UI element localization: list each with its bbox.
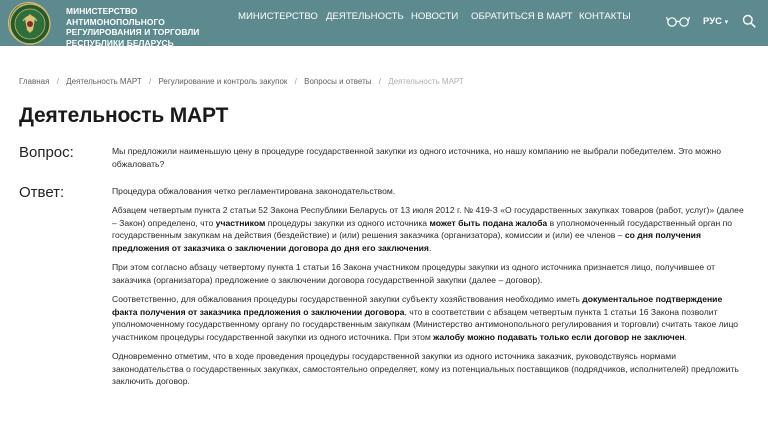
answer-paragraph-3: При этом согласно абзацу четвертому пункта 1 статьи 16 Закона участником процедуры закупки из одного источника признается лицо, получившее от заказчика (организатора) предложение о заключении договора государственной закупки (далее – договор). <box>112 262 716 285</box>
search-icon[interactable] <box>742 14 756 28</box>
nav-item-contacts[interactable]: КОНТАКТЫ <box>579 11 631 22</box>
answer-body <box>112 185 744 395</box>
nav-item-contact-mart[interactable]: ОБРАТИТЬСЯ В МАРТ <box>471 11 573 22</box>
accessibility-glasses-icon[interactable] <box>666 14 690 28</box>
nav-item-ministry[interactable]: МИНИСТЕРСТВО <box>238 11 318 22</box>
breadcrumb-separator: / <box>148 77 152 86</box>
chevron-down-icon: ▾ <box>724 19 729 26</box>
answer-paragraph-1: Процедура обжалования четко регламентирована законодательством. <box>112 186 396 196</box>
breadcrumb <box>19 77 464 86</box>
breadcrumb-separator: / <box>378 77 381 86</box>
ministry-emblem-logo[interactable] <box>8 2 50 44</box>
language-selector[interactable] <box>703 16 728 27</box>
answer-paragraph-4: Соответственно, для обжалования процедуры государственной закупки субъекту хозяйствования необходимо иметь документальное подтверждение факта получения от заказчика предложения о заключении договора, что в соответствии с абзацем четвертым пункта 1 статьи 16 Закона позволит уполномоченному государственному органу по государственным закупкам (Министерство антимонопольного регулирования и торговли) считать такое лицо участником процедуры государственной закупки из одного источника. При этом жалобу можно подавать только если договор не заключен. <box>112 294 739 342</box>
page-title: Деятельность МАРТ <box>19 104 229 127</box>
language-label: РУС <box>703 16 722 27</box>
breadcrumb-separator: / <box>56 77 59 86</box>
question-text: Мы предложили наименьшую цену в процедуре государственной закупки из одного источника, но нашу компанию не выбрали победителем. Это можно обжаловать? <box>112 146 722 169</box>
answer-paragraph-5: Одновременно отметим, что в ходе проведения процедуры государственной закупки из одного источника заказчик, руководствуясь нормами законодательства о государственных закупках, самостоятельно определяет, кому из потенциальных поставщиков (подрядчиков, исполнителей) предложить заключить договор. <box>112 351 739 387</box>
breadcrumb-separator: / <box>294 77 297 86</box>
breadcrumb-procurement[interactable]: Регулирование и контроль закупок <box>158 77 288 86</box>
nav-item-activity[interactable]: ДЕЯТЕЛЬНОСТЬ <box>326 11 404 22</box>
emblem-icon <box>9 3 51 45</box>
breadcrumb-home[interactable]: Главная <box>19 77 50 86</box>
answer-paragraph-2: Абзацем четвертым пункта 2 статьи 52 Закона Республики Беларусь от 13 июля 2012 г. № 419-З «О государственных закупках товаров (работ, услуг)» (далее – Закон) определено, что участником процедуры закупки из одного источника может быть подана жалоба в уполномоченный государственный орган по государственным закупкам на действия (бездействие) и (или) решения заказчика (организатора), комиссии и (или) ее членов – со дня получения предложения от заказчика о заключении договора до дня его заключения. <box>112 205 744 254</box>
site-header <box>0 0 768 46</box>
answer-label: Ответ: <box>19 184 65 201</box>
breadcrumb-qa[interactable]: Вопросы и ответы <box>304 77 372 86</box>
breadcrumb-current: Деятельность МАРТ <box>388 77 464 86</box>
breadcrumb-activity[interactable]: Деятельность МАРТ <box>66 77 142 86</box>
question-label: Вопрос: <box>19 144 74 161</box>
nav-item-news[interactable]: НОВОСТИ <box>411 11 459 22</box>
org-title[interactable]: МИНИСТЕРСТВО АНТИМОНОПОЛЬНОГО РЕГУЛИРОВАНИЯ И ТОРГОВЛИ РЕСПУБЛИКИ БЕЛАРУСЬ <box>66 6 200 48</box>
